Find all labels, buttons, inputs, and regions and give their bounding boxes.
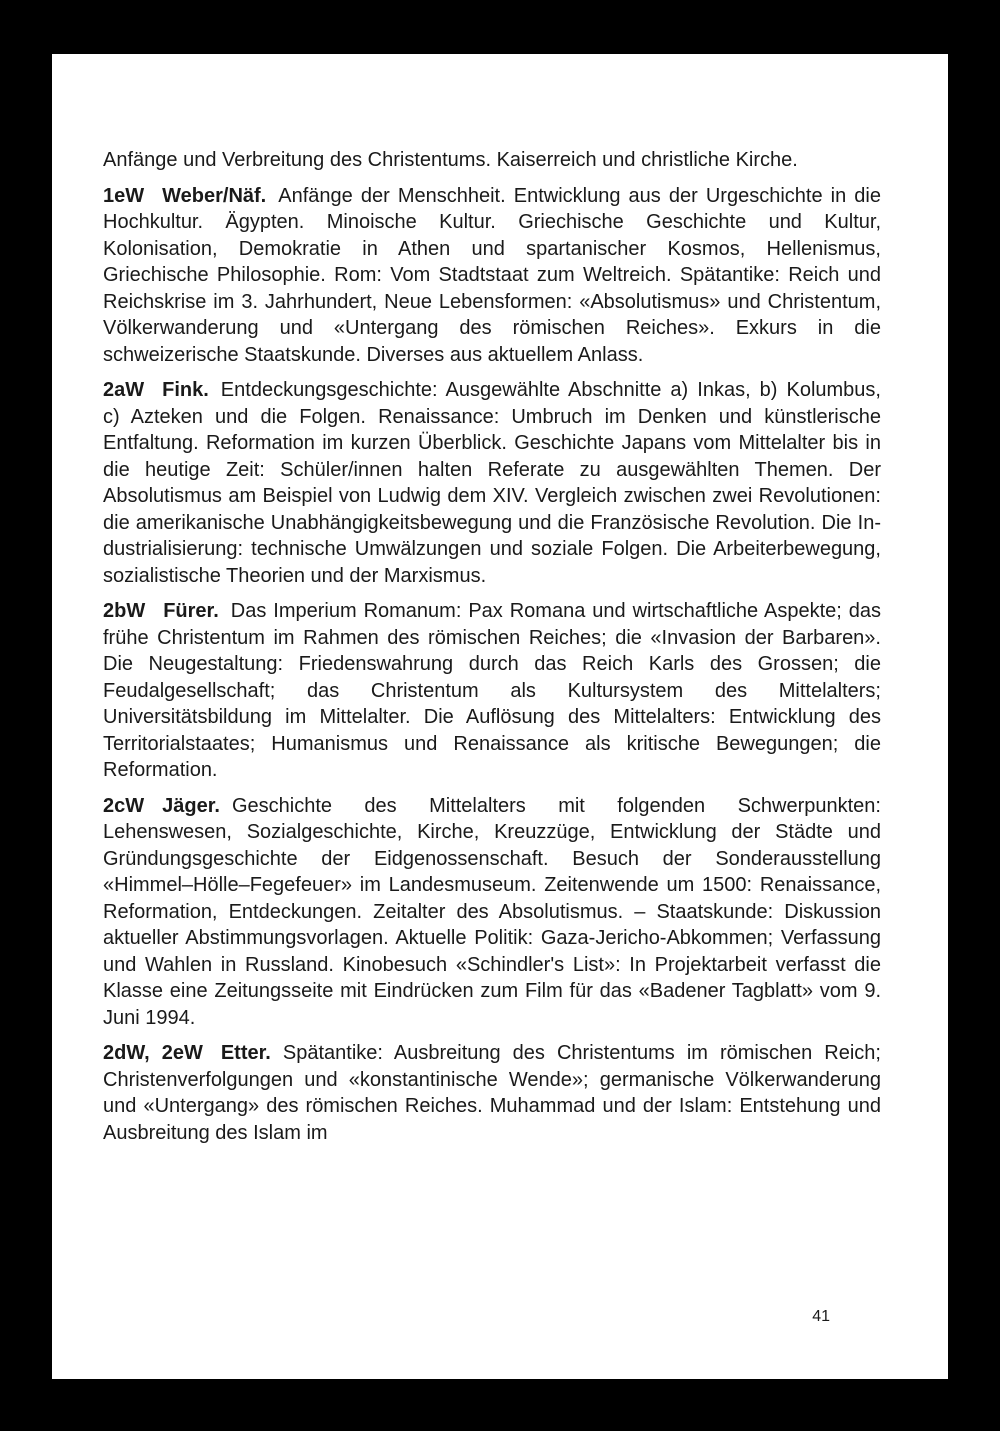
- class-code: 2cW: [103, 794, 145, 817]
- page-number: 41: [812, 1308, 830, 1325]
- entry-text: Entdeckungsgeschichte: Ausgewählte Abschnitte a) Inkas, b) Kolumbus, c) Azteken und die Folgen. Renaissance: Umbruch im Denken und künstlerische Entfaltung. Reformation im kurzen Überblick. Geschichte Japans vom Mittelalter bis in die heutige Zeit: Schüler/innen halten Referate zu ausgewählten Themen. Der Absolutismus am Beispiel von Ludwig dem XIV. Vergleich zwischen zwei Revolutionen: die amerikanische Unabhängigkeitsbewegung und die Französische Revolution. Die Industrialisierung: technische Umwälzungen und soziale Folgen. Die Arbeiterbewegung, sozialistische Theorien und der Marxismus.: [103, 379, 881, 587]
- document-page: [52, 54, 948, 1379]
- entry-2aw: [103, 377, 881, 589]
- teacher-name: Jäger.: [162, 794, 220, 817]
- class-code: 2dW, 2eW: [103, 1042, 203, 1064]
- class-code: 2bW: [103, 600, 146, 622]
- class-code: 1eW: [103, 184, 145, 207]
- entry-2bw: [103, 598, 881, 784]
- entry-text: Geschichte des Mittelalters mit folgenden Schwerpunkten: Lehenswesen, Sozialgeschichte, Kirche, Kreuzzüge, Entwicklung der Städte und Gründungsgeschichte der Eidgenossenschaft. Besuch der Sonderausstellung «Himmel–Hölle–Fegefeuer» im Landesmuseum. Zeitenwende um 1500: Renaissance, Reformation, Entdeckungen. Zeitalter des Absolutismus. – Staatskunde: Diskussion aktueller Abstimmungsvorlagen. Aktuelle Politik: Gaza-Jericho-Abkommen; Verfassung und Wahlen in Russland. Kinobesuch «Schindler's List»: In Projektarbeit verfasst die Klasse eine Zeitungsseite mit Eindrücken zum Film für das «Badener Tagblatt» vom 9. Juni 1994.: [103, 794, 881, 1029]
- intro-paragraph: [103, 147, 881, 174]
- intro-text: Anfänge und Verbreitung des Christentums. Kaiserreich und christliche Kirche.: [103, 149, 798, 171]
- entry-text: Anfänge der Menschheit. Entwicklung aus der Urgeschichte in die Hochkultur. Ägypten. Minoische Kultur. Griechische Geschichte und Kultur, Kolonisation, Demokratie in Athen und spartanischer Kosmos, Hellenismus, Griechische Philosophie. Rom: Vom Stadtstaat zum Weltreich. Spätantike: Reich und Reichskrise im 3. Jahrhundert, Neue Lebensformen: «Absolutismus» und Christentum, Völkerwanderung und «Untergang des römischen Reiches». Exkurs in die schweizerische Staatskunde. Diverses aus aktuellem Anlass.: [103, 184, 881, 366]
- entry-text: Spätantike: Ausbreitung des Christentums im römischen Reich; Christenverfolgungen und «konstantinische Wende»; germanische Völkerwanderung und «Untergang» des römischen Reiches. Muhammad und der Islam: Entstehung und Ausbreitung des Islam im: [103, 1042, 881, 1144]
- document-body: [103, 147, 881, 1155]
- teacher-name: Etter.: [220, 1042, 271, 1064]
- entry-1ew: [103, 183, 881, 369]
- teacher-name: Weber/Näf.: [162, 184, 267, 207]
- class-code: 2aW: [103, 379, 145, 401]
- entry-2cw: [103, 793, 881, 1032]
- entry-2dw-2ew: [103, 1040, 881, 1146]
- teacher-name: Fink.: [162, 379, 209, 401]
- teacher-name: Fürer.: [163, 600, 219, 622]
- entry-text: Das Imperium Romanum: Pax Romana und wirtschaftliche Aspekte; das frühe Christentum im Rahmen des römischen Reiches; die «Invasion der Barbaren». Die Neugestaltung: Friedenswahrung durch das Reich Karls des Grossen; die Feudalgesellschaft; das Christentum als Kultursystem des Mittelalters; Universitätsbildung im Mittelalter. Die Auflösung des Mittelalters: Entwicklung des Territorialstaates; Humanismus und Renaissance als kritische Bewegungen; die Reformation.: [103, 600, 881, 781]
